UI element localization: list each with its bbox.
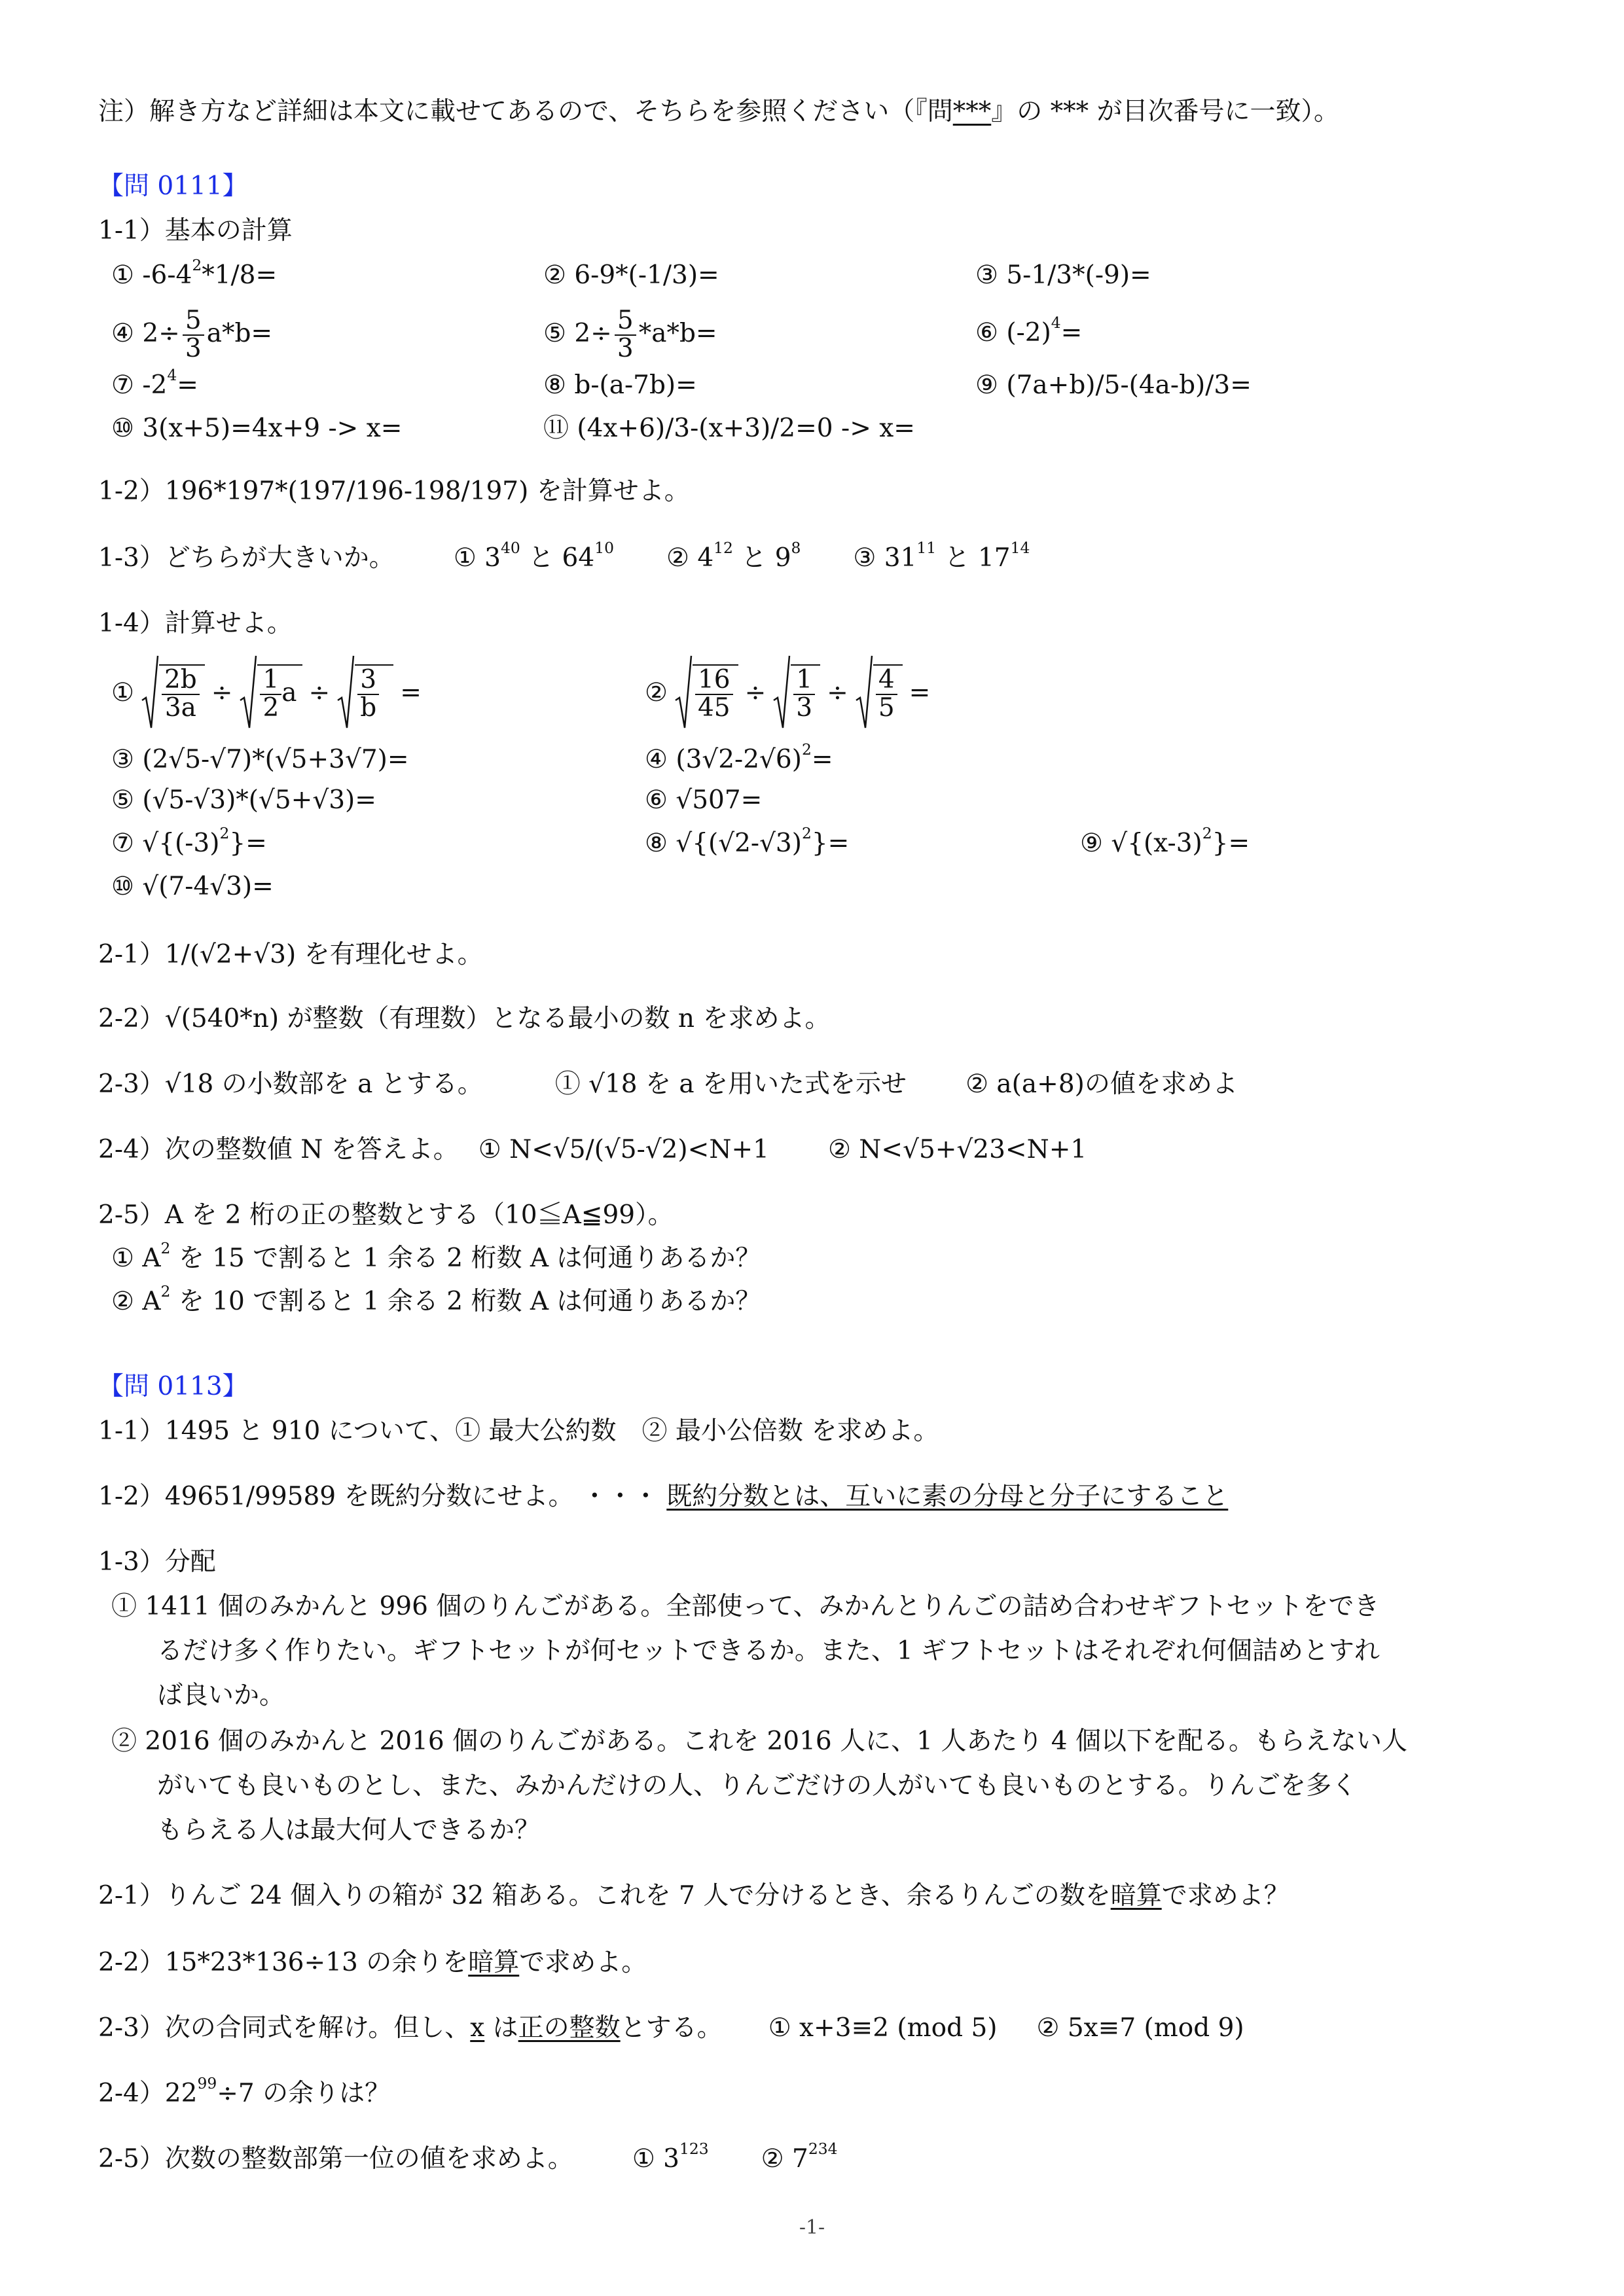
s2-q2-1: 2-1）りんご 24 個入りの箱が 32 箱ある。これを 7 人で分けるとき、余るりんごの数を暗算で求めよ？	[98, 1881, 1290, 1910]
q1-4-item-8: ⑧ $√\{(√2-√3)^2\}=$	[645, 824, 850, 858]
q1-1-item-8: ⑧ b-(a-7b)=	[543, 370, 697, 400]
q1-1-item-5: ⑤ 2÷ $\frac{5}{3}$ *a*b=	[543, 306, 717, 363]
q1-1-item-9: ⑨ (7a+b)/5-(4a-b)/3=	[975, 370, 1252, 400]
s2-q1-3-b-line3: もらえる人は最大何人できるか？	[157, 1816, 541, 1845]
fraction: $\frac{5}{3}$	[615, 308, 636, 363]
fraction: $\frac{5}{3}$	[183, 308, 204, 363]
q2-2: 2-2）√(540*n) が整数（有理数）となる最小の数 n を求めよ。	[98, 1004, 831, 1033]
section-title-0111: 【問 0111】	[98, 171, 248, 201]
q1-4-item-9: ⑨ $√\{(x-3)^2\}=$	[1080, 824, 1250, 858]
q1-2: 1-2）196*197*(197/196-198/197) を計算せよ。	[98, 476, 690, 506]
q1-1-item-4: ④ 2÷ $\frac{5}{3}$ a*b=	[111, 306, 273, 363]
q1-4-item-10: ⑩ √(7-4√3)=	[111, 872, 274, 901]
q1-3: 1-3）どちらが大きいか。 ① $3^{40}$ と $64^{10}$ ② $4^{12}$ と $9^8$ ③ $31^{11}$ と $17^{14}$	[98, 539, 1030, 573]
q1-4-item-7: ⑦ $√\{(-3)^2\}=$	[111, 824, 267, 858]
note-stars: ***	[952, 97, 992, 126]
q2-5-item-1: ① $A^2$ を 15 で割ると 1 余る 2 桁数 A は何通りあるか？	[111, 1239, 761, 1273]
q2-1: 2-1）1/(√2+√3) を有理化せよ。	[98, 940, 483, 969]
section-title-0113: 【問 0113】	[98, 1372, 248, 1401]
s2-q1-3-b-line2: がいても良いものとし、また、みかんだけの人、りんごだけの人がいても良いものとする。りんごを多く	[157, 1771, 1358, 1801]
s2-q2-4: $2-4)22^{99}\div 7$ の余りは？	[98, 2074, 391, 2108]
q2-4: 2-4）次の整数値 N を答えよ。 ① N<√5/(√5-√2)<N+1 ② N<√5+√23<N+1	[98, 1135, 1087, 1164]
sqrt-half-a: $\frac{1}{2}$ a	[239, 655, 302, 732]
q1-1-item-7: ⑦ $-2^4=$	[111, 366, 198, 400]
q1-4-item-6: ⑥ √507=	[645, 785, 763, 815]
page-number: -1-	[799, 2216, 825, 2239]
q1-4-item-4: ④ $(3√2-2√6)^2=$	[645, 740, 833, 774]
s2-q1-3-a-line2: るだけ多く作りたい。ギフトセットが何セットできるか。また、1 ギフトセットはそれぞれ何個詰めとすれ	[157, 1636, 1380, 1666]
q2-5-label: 2-5）A を 2 桁の正の整数とする（10≦A≦99）。	[98, 1200, 674, 1230]
note-suffix: 』の *** が目次番号に一致）。	[991, 97, 1340, 126]
q1-4-item-5: ⑤ (√5-√3)*(√5+√3)=	[111, 785, 376, 815]
q1-1-label: 1-1）基本の計算	[98, 216, 293, 245]
sqrt-3-b: $\frac{3}{b}$	[336, 655, 393, 732]
q1-1-item-3: ③ 5-1/3*(-9)=	[975, 260, 1151, 290]
s2-q2-5: 2-5）次数の整数部第一位の値を求めよ。 ① $3^{123}$ ② $7^{234}$	[98, 2140, 838, 2174]
q1-4-item-1: ① $\frac{2b}{3a}$ ÷ $\frac{1}{2}$ a ÷ $\frac{3}{b}$ =	[111, 655, 422, 732]
s2-q1-3-a-line1: ① 1411 個のみかんと 996 個のりんごがある。全部使って、みかんとりんごの詰め合わせギフトセットをでき	[111, 1592, 1380, 1621]
s2-q1-3-a-line3: ば良いか。	[157, 1681, 285, 1710]
s2-q2-2: 2-2）15*23*136÷13 の余りを暗算で求めよ。	[98, 1948, 647, 1977]
sqrt-1-3: $\frac{1}{3}$	[772, 655, 820, 732]
note-prefix: 注）解き方など詳細は本文に載せてあるので、そちらを参照ください（『問	[98, 97, 953, 126]
sqrt-4-5: $\frac{4}{5}$	[855, 655, 903, 732]
q1-4-item-3: ③ (2√5-√7)*(√5+3√7)=	[111, 745, 409, 774]
q1-4-label: 1-4）計算せよ。	[98, 609, 293, 638]
q1-1-item-2: ② 6-9*(-1/3)=	[543, 260, 719, 290]
q1-4-item-2: ② $\frac{16}{45}$ ÷ $\frac{1}{3}$ ÷ $\frac{4}{5}$ =	[645, 655, 930, 732]
sqrt-16-45: $\frac{16}{45}$	[674, 655, 738, 732]
s2-q1-2: 1-2）49651/99589 を既約分数にせよ。 ・・・ 既約分数とは、互いに素の分母と分子にすること	[98, 1482, 1229, 1511]
sqrt-2b-3a: $\frac{2b}{3a}$	[141, 655, 205, 732]
s2-q1-3-b-line1: ② 2016 個のみかんと 2016 個のりんごがある。これを 2016 人に、1 人あたり 4 個以下を配る。もらえない人	[111, 1727, 1407, 1756]
q1-1-item-11: ⑪ (4x+6)/3-(x+3)/2=0 -> x=	[543, 414, 915, 443]
s2-q1-1: 1-1）1495 と 910 について、① 最大公約数 ② 最小公倍数 を求めよ。	[98, 1416, 939, 1446]
definition-note: 既約分数とは、互いに素の分母と分子にすること	[666, 1482, 1229, 1511]
q1-1-item-10: ⑩ 3(x+5)=4x+9 -> x=	[111, 414, 403, 443]
q2-5-item-2: ② $A^2$ を 10 で割ると 1 余る 2 桁数 A は何通りあるか？	[111, 1282, 761, 1316]
q1-1-item-1: ① $-6-4^2*1/8=$	[111, 256, 278, 290]
q1-1-item-6: ⑥ $(-2)^4=$	[975, 314, 1083, 348]
q2-3: 2-3）√18 の小数部を a とする。 ① √18 を a を用いた式を示せ ② a(a+8)の値を求めよ	[98, 1069, 1238, 1099]
s2-q1-3-label: 1-3）分配	[98, 1547, 216, 1577]
note-line	[98, 97, 1339, 128]
s2-q2-3: 2-3）次の合同式を解け。但し、x は正の整数とする。 ① x+3≡2 (mod 5) ② 5x≡7 (mod 9)	[98, 2013, 1244, 2043]
